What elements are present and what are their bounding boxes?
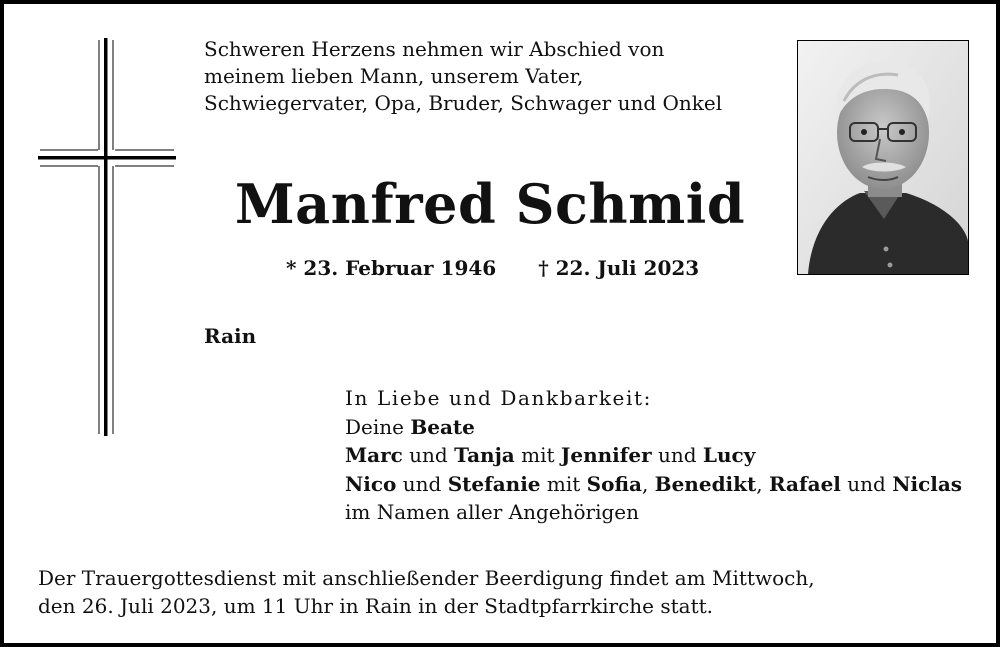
mourner-name: Stefanie	[447, 471, 541, 496]
mourners-text: mit	[540, 471, 587, 496]
place-name: Rain	[204, 324, 257, 348]
footer-line: Der Trauergottesdienst mit anschließender Beerdigung findet am Mittwoch,	[38, 566, 815, 590]
mourners-text: und	[840, 471, 893, 496]
intro-text	[204, 36, 774, 117]
birth-date: * 23. Februar 1946	[286, 256, 497, 280]
mourner-name: Jennifer	[560, 443, 652, 467]
portrait-photo	[797, 40, 969, 275]
mourners-closing: im Namen aller Angehörigen	[345, 500, 640, 524]
mourner-name: Rafael	[768, 471, 841, 496]
intro-line: Schwiegervater, Opa, Bruder, Schwager und Onkel	[204, 91, 723, 115]
mourners-text: und	[651, 443, 703, 467]
mourner-name: Lucy	[702, 443, 756, 467]
death-date: † 22. Juli 2023	[538, 256, 700, 280]
mourners-text: ,	[641, 471, 655, 496]
footer-line: den 26. Juli 2023, um 11 Uhr in Rain in der Stadtpfarrkirche statt.	[38, 594, 714, 618]
mourners-line	[345, 413, 985, 442]
mourners-text: mit	[514, 443, 561, 467]
service-announcement	[38, 564, 968, 620]
mourner-name: Niclas	[892, 471, 963, 496]
portrait-image	[798, 41, 968, 274]
deceased-name: Manfred Schmid	[234, 172, 746, 236]
mourners-list	[345, 384, 985, 527]
intro-line: Schweren Herzens nehmen wir Abschied von	[204, 37, 665, 61]
mourners-text: Deine	[345, 414, 411, 439]
mourners-text: und	[396, 471, 448, 496]
life-dates	[286, 256, 699, 280]
mourner-name: Sofia	[586, 471, 642, 496]
mourner-name: Marc	[345, 443, 403, 467]
mourner-name: Beate	[410, 414, 475, 439]
intro-line: meinem lieben Mann, unserem Vater,	[204, 64, 584, 88]
mourner-name: Tanja	[454, 443, 515, 467]
cross-icon	[38, 38, 176, 436]
mourners-heading: In Liebe und Dankbarkeit:	[345, 386, 652, 410]
mourners-line	[345, 441, 985, 470]
mourners-text: und	[402, 443, 455, 467]
mourner-name: Benedikt	[654, 471, 757, 496]
mourners-text: ,	[756, 471, 769, 496]
mourners-line	[345, 470, 985, 499]
mourner-name: Nico	[345, 471, 397, 496]
